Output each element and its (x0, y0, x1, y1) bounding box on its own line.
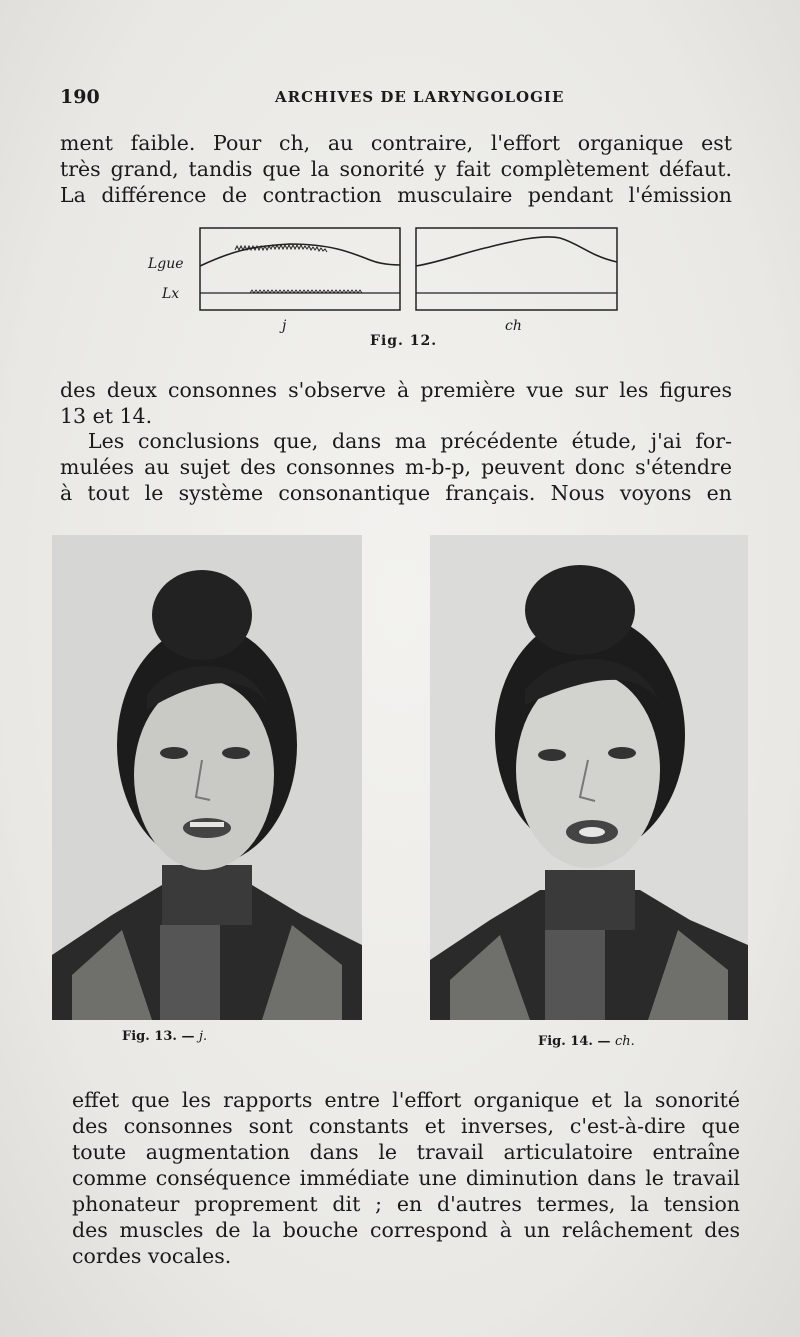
text-line: comme conséquence immédiate une diminution dans le travail (72, 1166, 740, 1190)
journal-title: ARCHIVES DE LARYNGOLOGIE (275, 88, 565, 106)
text-line: mulées au sujet des consonnes m-b-p, peuvent donc s'étendre (60, 455, 732, 479)
trace-label-lx: Lx (162, 286, 180, 302)
text-line: très grand, tandis que la sonorité y fait complètement défaut. (60, 157, 732, 181)
paragraph-1 (60, 130, 732, 208)
panel-label-j: j (282, 318, 287, 334)
text-line: 13 et 14. (60, 404, 153, 428)
trace-label-lgue: Lgue (148, 256, 184, 272)
text-line: des consonnes sont constants et inverses, c'est-à-dire que (72, 1114, 740, 1138)
tracing-graphic (140, 222, 625, 322)
page-number: 190 (60, 86, 100, 108)
figure-14-caption (538, 1034, 635, 1049)
figure-12-caption: Fig. 12. (370, 333, 438, 349)
portrait-ch-graphic (430, 535, 748, 1020)
portrait-j-graphic (52, 535, 362, 1020)
text-line: cordes vocales. (72, 1244, 232, 1268)
panel-label-ch: ch (505, 318, 522, 334)
text-line: à tout le système consonantique français. Nous voyons en (60, 481, 732, 505)
paragraph-2 (60, 377, 732, 429)
figure-13-caption (122, 1029, 207, 1044)
text-line: des muscles de la bouche correspond à un relâchement des (72, 1218, 740, 1242)
text-line: effet que les rapports entre l'effort organique et la sonorité (72, 1088, 740, 1112)
panel-j-larynx-vibration (250, 290, 362, 293)
text-line: La différence de contraction musculaire pendant l'émission (60, 183, 732, 207)
figure-14-caption-prefix: Fig. 14. — (538, 1034, 615, 1049)
figure-13-photo (52, 535, 362, 1020)
panel-j-frame (200, 228, 400, 310)
text-line: des deux consonnes s'observe à première vue sur les figures (60, 378, 732, 402)
figure-13-caption-letter: j. (198, 1029, 208, 1044)
figure-13-caption-prefix: Fig. 13. — (122, 1029, 199, 1044)
text-line: phonateur proprement dit ; en d'autres termes, la tension (72, 1192, 740, 1216)
text-line: toute augmentation dans le travail articulatoire entraîne (72, 1140, 740, 1164)
text-line: ment faible. Pour ch, au contraire, l'effort organique est (60, 131, 732, 155)
figure-12-tracings (140, 222, 625, 362)
paragraph-4 (72, 1087, 740, 1269)
panel-ch-tongue-trace (416, 237, 617, 266)
figure-14-caption-letter: ch. (614, 1034, 635, 1049)
running-head (60, 86, 740, 114)
paragraph-3 (60, 428, 732, 506)
text-line: Les conclusions que, dans ma précédente étude, j'ai for- (88, 429, 732, 453)
figure-14-photo (430, 535, 748, 1020)
